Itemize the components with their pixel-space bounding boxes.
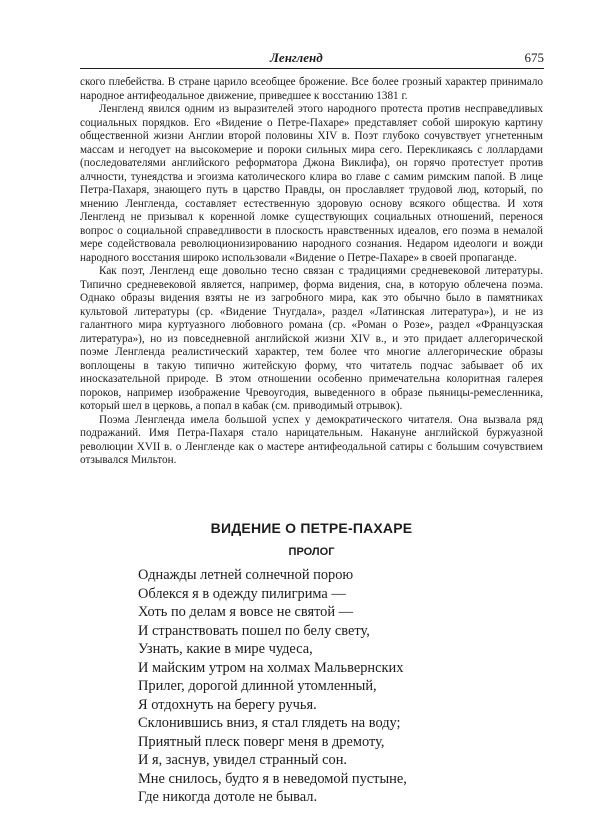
poem-line: Где никогда дотоле не бывал.	[138, 789, 318, 805]
section-subtitle: ПРОЛОГ	[288, 546, 335, 558]
running-header	[80, 40, 544, 70]
header-rule	[80, 68, 544, 69]
running-title: Ленгленд	[270, 50, 323, 65]
poem-line: Хоть по делам я вовсе не святой —	[138, 604, 354, 620]
paragraph: Как поэт, Ленгленд еще довольно тесно связан с традициями средневековой литературы. Типично средневековой является, например, форма видения, сна, в которую облечена поэма. Однако образы видения взяты не из загробного мира, как это обычно было в памятниках культовой литературы (ср. «Видение Тнугдала», раздел «Латинская литература»), и не из галантного мира куртуазного любовного романа (ср. «Роман о Розе», раздел «Французская литература»), но из повседневной английской жизни XIV в., и это придает аллегорической поэме Ленгленда реалистический характер, тем более что многие аллегорические образы воплощены в такую типично житейскую форму, что читатель подчас забывает об их иносказательной природе. В этом отношении особенно примечательна колоритная галерея пороков, например изображение Чревоугодия, выведенного в образе пьяницы-ремесленника, который шел в церковь, а попал в кабак (см. приводимый отрывок).	[80, 265, 543, 412]
article-body	[80, 76, 543, 468]
poem-line: Я отдохнуть на берегу ручья.	[138, 696, 317, 713]
paragraph: ского плебейства. В стране царило всеобщее брожение. Все более грозный характер принимало народное антифеодальное движение, приведшее к восстанию 1381 г.	[80, 76, 543, 102]
poem-line: Облекся я в одежду пилигрима —	[138, 585, 346, 602]
poem-line: Однажды летней солнечной порою	[138, 567, 354, 583]
poem-line: Приятный плеск поверг меня в дремоту,	[138, 733, 385, 750]
poem-line: И майским утром на холмах Мальвернских	[138, 659, 404, 676]
poem-line: Склонившись вниз, я стал глядеть на воду;	[138, 715, 401, 731]
section-title: ВИДЕНИЕ О ПЕТРЕ-ПАХАРЕ	[210, 520, 413, 536]
paragraph: Ленгленд явился одним из выразителей этого народного протеста против несправедливых социальных порядков. Его «Видение о Петре-Пахаре» представляет собой широкую картину общественной жизни Англии второй половины XIV в. Поэт глубоко сочувствует угнетенным массам и негодует на высокомерие и пороки сильных мира сего. Перекликаясь с лоллардами (последователями английского реформатора Джона Виклифа), он горячо протестует против алчности, тунеядства и эгоизма католического клира во главе с самим римским папой. В лице Петра-Пахаря, знающего путь в царство Правды, он прославляет трудовой люд, который, по мнению Ленгленда, составляет естественную здоровую основу всякого общества. И хотя Ленгленд не призывал к коренной ломке существующих социальных отношений, перенося вопрос о социальной справедливости в плоскость нравственных идеалов, его поэма в немалой мере содействовала революционизированию народного сознания. Недаром идеологи и вожди народного восстания широко использовали «Видение о Петре-Пахаре» в своей пропаганде.	[80, 103, 543, 264]
poem	[138, 566, 538, 807]
poem-line: Мне снилось, будто я в неведомой пустыне,	[138, 770, 407, 787]
poem-line: Узнать, какие в мире чудеса,	[138, 641, 313, 657]
poem-line: И я, заснув, увидел странный сон.	[138, 752, 348, 768]
page-number: 675	[524, 50, 544, 65]
paragraph: Поэма Ленгленда имела большой успех у демократического читателя. Она вызвала ряд подражаний. Имя Петра-Пахаря стало нарицательным. Накануне английской буржуазной революции XVII в. о Ленгленде как о мастере антифеодальной сатиры с большим сочувствием отзывался Мильтон.	[80, 413, 543, 466]
poem-line: И странствовать пошел по белу свету,	[138, 622, 370, 639]
poem-line: Прилег, дорогой длинной утомленный,	[138, 678, 377, 694]
